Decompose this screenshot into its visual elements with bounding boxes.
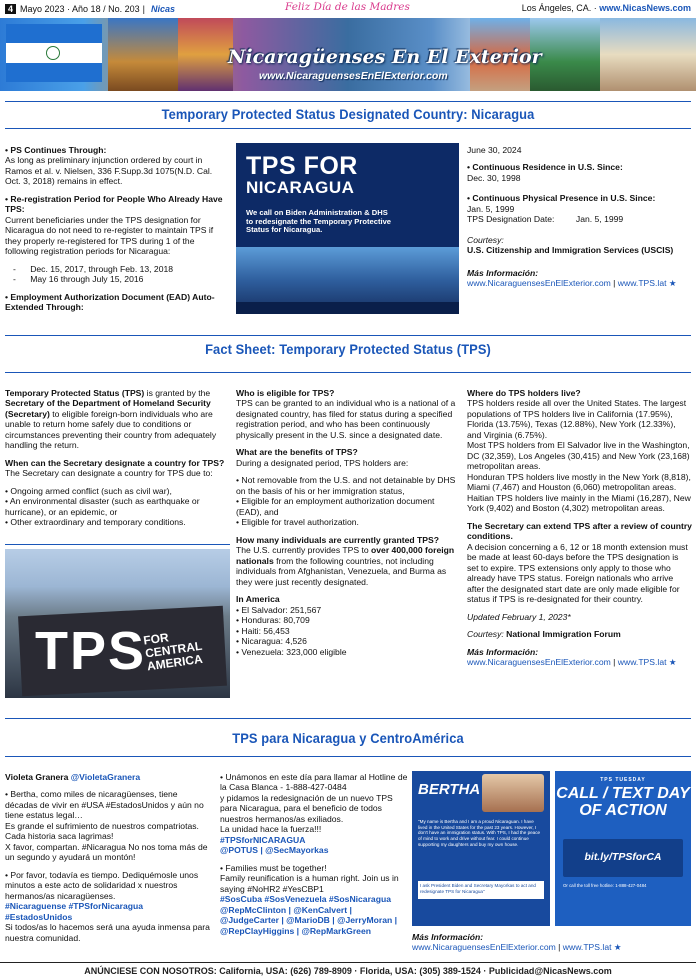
call-hotline: Or call the toll free hotline: 1-888-427-0484: [563, 883, 647, 888]
extend-heading: The Secretary can extend TPS after a review of country conditions.: [467, 520, 692, 542]
location-site: [522, 3, 691, 14]
bertha-photo: [482, 774, 544, 812]
graphic-crowd-photo: [236, 247, 459, 302]
period-1: - Dec. 15, 2017, through Feb. 13, 2018: [13, 263, 174, 274]
s2-col2: [236, 388, 461, 657]
designation-date: TPS Designation Date: Jan. 5, 1999: [467, 214, 624, 225]
section-heading-tps-nicaragua: Temporary Protected Status Designated Country: Nicaragua: [161, 106, 535, 122]
rule: [5, 544, 230, 545]
call-small-top: TPS TUESDAY: [600, 777, 646, 783]
link-tps[interactable]: www.TPS.lat: [562, 942, 612, 953]
s1-col3: June 30, 2024 • Continuous Residence in U.S. Since: Dec. 30, 1998 • Continuous Physical Presence in U.S. Since: Jan. 5, 1999 TPS Designation Date: Jan. 5, 1999 Courtesy: U.S. Citizenship and Immigration Services (USCIS) Más Información: www.NicaraguensesEnElExterior.com | www.TPS.lat ★: [467, 145, 692, 296]
updated-date: Updated February 1, 2023*: [467, 611, 571, 622]
redesignation-text: y pidamos la redesignación de un nuevo TPS para Nicaragua, para el beneficio de todos nuestros hermanos/as exiliados.: [220, 792, 393, 824]
photo-church: [600, 18, 696, 91]
reason-item: • An environmental disaster (such as earthquake or hurricane), or an epidemic, or: [5, 496, 200, 517]
post-p5: Si todos/as lo hacemos será una ayuda inmensa para nuestra comunidad.: [5, 922, 210, 943]
star-icon: ★: [613, 942, 622, 953]
reunification-text: Family reunification is a human right. Join us in saying #NoHR2 #YesCBP1: [220, 873, 399, 894]
rule: [5, 101, 691, 102]
benefits-text: During a designated period, TPS holders are:: [236, 457, 409, 468]
photo-dancers: [108, 18, 178, 91]
designate-text: The Secretary can designate a country for TPS due to:: [5, 468, 213, 479]
benefit-item: • Eligible for an employment authorization document (EAD), and: [236, 496, 435, 517]
benefits-list: [236, 475, 461, 527]
s3-more-info: Más Información: www.NicaraguensesEnElExterior.com | www.TPS.lat ★: [412, 932, 622, 953]
issue-info: Mayo 2023 · Año 18 / No. 203: [20, 3, 140, 14]
where-heading: Where do TPS holders live?: [467, 388, 581, 398]
benefits-heading: What are the benefits of TPS?: [236, 447, 358, 458]
presence-date: Jan. 5, 1999: [467, 203, 515, 214]
residence-date: Dec. 30, 1998: [467, 172, 521, 183]
graphic-line1: TPS FOR: [246, 152, 358, 180]
call-title: CALL / TEXT DAY OF ACTION: [556, 785, 690, 819]
section-heading-fact-sheet: Fact Sheet: Temporary Protected Status (TPS): [205, 341, 491, 357]
presence-heading: • Continuous Physical Presence in U.S. Since:: [467, 193, 656, 204]
tps-hashtag[interactable]: #TPSforNICARAGUA: [220, 834, 306, 845]
how-many-heading: How many individuals are currently granted TPS?: [236, 534, 439, 545]
unity-text: La unidad hace la fuerza!!!: [220, 824, 322, 835]
site-link[interactable]: www.NicasNews.com: [599, 3, 691, 13]
country-item: • Haiti: 56,453: [236, 625, 290, 636]
post-p1: • Bertha, como miles de nicaragüenses, tiene décadas de vivir en #USA #EstadosUnidos y aún no tiene estatus legal…: [5, 789, 204, 821]
how-many-text-b: from the following countries, not including individuals from Afghanistan, Venezuela, and Burma as they were just recently designated.: [236, 555, 447, 587]
link-nicaraguenses[interactable]: www.NicaraguensesEnElExterior.com: [412, 942, 556, 953]
rule: [5, 372, 691, 373]
link-nicaraguenses[interactable]: www.NicaraguensesEnElExterior.com: [467, 278, 611, 289]
s1-col1: [5, 145, 230, 320]
country-item: • El Salvador: 251,567: [236, 604, 322, 615]
photo-folklore: [178, 18, 233, 91]
rep-handles[interactable]: @RepMcClinton | @KenCalvert | @JudgeCarter | @MarioDB | @JerryMoran | @RepClayHiggins | @RepMarkGreen: [220, 904, 398, 936]
s3-col2: [220, 772, 408, 943]
page-number: 4: [5, 4, 16, 15]
footer-ad-contact: ANÚNCIESE CON NOSOTROS: California, USA: (626) 789-8909 · Florida, USA: (305) 389-1524 · Publicidad@NicasNews.com: [0, 962, 696, 979]
potus-handles[interactable]: @POTUS | @SecMayorkas: [220, 845, 329, 856]
masthead-banner: [0, 18, 696, 91]
how-many-bold: over 400,000 foreign nationals: [236, 545, 455, 566]
courtesy-source: National Immigration Forum: [506, 629, 621, 640]
hotline-text: • Unámonos en este día para llamar al Hotline de la Casa Blanca - 1-888-427-0484: [220, 772, 408, 793]
post-p4: • Por favor, todavía es tiempo. Dediquémosle unos minutos a este acto de solidaridad x nuestros hermanos/as nicaragüenses.: [5, 869, 199, 901]
rule: [5, 128, 691, 129]
bertha-quote: "My name is Bertha and I am a proud Nicaraguan. I have lived in the United States for the past 23 years. However, I don't have an immigration status. With TPS, I had the peace of mind to work and drive without fear. I could continue supporting my daughters and buy my own house.: [418, 819, 541, 847]
ead-heading: • Employment Authorization Document (EAD) Auto-Extended Through:: [5, 291, 215, 313]
protest-banner-text: TPS: [35, 621, 147, 681]
country-item: • Venezuela: 323,000 eligible: [236, 646, 347, 657]
where-text: TPS holders reside all over the United States. The largest populations of TPS holders live in California (17.95%), Florida (13.75%), Texas (12.88%), New York (12.33%), and Virginia (6.75%).: [467, 398, 687, 440]
eligible-heading: Who is eligible for TPS?: [236, 388, 335, 398]
more-info-label: Más Información:: [467, 267, 539, 278]
reason-item: • Other extraordinary and temporary conditions.: [5, 517, 186, 528]
star-icon: ★: [668, 278, 677, 289]
rule: [5, 718, 691, 719]
haiti-text: Haitian TPS holders live mainly in the Miami (16,287), New York (9,402) and Boston (4,302) metropolitan areas.: [467, 492, 691, 514]
sos-hashtags[interactable]: #SosCuba #SosVenezuela #SosNicaragua: [220, 894, 391, 905]
masthead-url[interactable]: www.NicaraguensesEnElExterior.com: [259, 70, 448, 82]
benefit-item: • Eligible for travel authorization.: [236, 517, 359, 528]
graphic-line2: NICARAGUA: [246, 178, 355, 197]
country-list: [236, 605, 461, 657]
country-item: • Honduras: 80,709: [236, 615, 310, 626]
tps-text-b: to eligible foreign-born individuals who are unable to return home safely due to conditions or circumstances preventing their country from adequately handling the return.: [5, 408, 217, 451]
america-heading: In America: [236, 594, 280, 605]
ps-text: As long as preliminary injunction ordered by court in Ramos et al. v. Nielsen, 336 F.Supp.3d 1075(N.D. Cal. Oct. 3, 2018) remains in effect.: [5, 155, 213, 187]
link-tps[interactable]: www.TPS.lat: [617, 278, 667, 289]
rereg-heading: • Re-registration Period for People Who Already Have TPS:: [5, 193, 223, 215]
bertha-graphic: [412, 771, 550, 926]
extend-text: A decision concerning a 6, 12 or 18 month extension must be made at least 60-days before the TPS designation is set to expire. TPS extensions only apply to those who already have TPS status. Foreign nationals who arrive after the designated start date are only made eligible for status if TPS is re-designated for their country.: [467, 541, 688, 605]
ead-date: June 30, 2024: [467, 145, 522, 155]
bertha-title: BERTHA: [418, 781, 481, 798]
nicaragua-flag: [6, 24, 102, 82]
honduras-text: Honduran TPS holders live mostly in the New York (8,818), Miami (7,467) and Houston (6,060) metropolitan areas.: [467, 471, 691, 493]
designate-reasons: [5, 486, 230, 528]
more-info-label: Más Información:: [412, 932, 484, 942]
families-text: • Families must be together!: [220, 862, 327, 873]
ps-heading: • PS Continues Through:: [5, 145, 107, 155]
post-hashtags[interactable]: #Nicaraguense #TPSforNicaragua #EstadosUnidos: [5, 901, 144, 922]
link-tps[interactable]: www.TPS.lat: [617, 657, 667, 668]
residence-heading: • Continuous Residence in U.S. Since:: [467, 162, 623, 173]
rule: [5, 335, 691, 336]
reason-item: • Ongoing armed conflict (such as civil war),: [5, 485, 172, 496]
rereg-text: Current beneficiaries under the TPS designation for Nicaragua do not need to re-register to maintain TPS if they properly re-registered for TPS during 1 of the following registration periods for Nicaragua:: [5, 214, 214, 257]
tps-text-a: is granted by the: [144, 388, 211, 398]
tps-for-nicaragua-graphic: [236, 143, 459, 314]
location: Los Ángeles, CA. ·: [521, 3, 600, 13]
nicas-logo: Nicas: [150, 3, 175, 14]
courtesy-label: Courtesy:: [467, 629, 504, 640]
secretary-term: Secretary of the Department of Homeland Security (Secretary): [5, 398, 211, 419]
designate-heading: When can the Secretary designate a country for TPS?: [5, 457, 225, 468]
post-p3: X favor, compartan. #Nicaragua No nos toma más de un segundo y ayudará un montón!: [5, 841, 208, 863]
rule: [5, 756, 691, 757]
courtesy-label: Courtesy:: [467, 234, 504, 245]
benefit-item: • Not removable from the U.S. and not detainable by DHS on the basis of his or her immigration status,: [236, 475, 456, 496]
call-url[interactable]: bit.ly/TPSforCA: [584, 851, 662, 863]
mothers-day-banner: Feliz Día de las Madres: [285, 1, 410, 13]
author-name: Violeta Granera: [5, 772, 69, 782]
graphic-line3: We call on Biden Administration & DHS to redesignate the Temporary Protective Status for Nicaragua.: [246, 208, 392, 235]
top-bar: 4 Mayo 2023 · Año 18 / No. 203 | Nicas: [0, 0, 696, 18]
protest-photo: [5, 549, 230, 698]
more-info-label: Más Información:: [467, 646, 539, 657]
call-text-graphic: [555, 771, 691, 926]
graphic-social-footer: [236, 302, 459, 314]
s2-col3: Where do TPS holders live? TPS holders reside all over the United States. The largest populations of TPS holders live in California (17.95%), Florida (13.75%), Texas (12.88%), New York (12.33%), and Virginia (6.75%). Most TPS holders from El Salvador live in the Washington, DC (32,359), Los Angeles (30,415) and New York (23,168) metropolitan areas. Honduran TPS holders live mostly in the New York (8,818), Miami (7,467) and Houston (6,060) metropolitan areas. Haitian TPS holders live mainly in the Miami (16,287), New York (9,402) and Boston (4,302) metropolitan areas. The Secretary can extend TPS after a review of country conditions. A decision concerning a 6, 12 or 18 month extension must be made at least 60-days before the TPS designation is set to expire. TPS extensions only apply to those who already have TPS status. Foreign nationals who arrive after the designated start date are only made eligible for status if TPS is re-designated for their country. Updated February 1, 2023* Courtesy: National Immigration Forum Más Información: www.NicaraguensesEnElExterior.com | www.TPS.lat ★: [467, 388, 692, 668]
post-p2: Es grande el sufrimiento de nuestros compatriotas. Cada historia saca lagrimas!: [5, 820, 199, 842]
protest-banner-subtext: FOR CENTRAL AMERICA: [142, 630, 204, 674]
link-nicaraguenses[interactable]: www.NicaraguensesEnElExterior.com: [467, 657, 611, 668]
masthead-title: Nicaragüenses En El Exterior: [228, 46, 542, 68]
tps-term: Temporary Protected Status (TPS): [5, 388, 145, 398]
el-salvador-text: Most TPS holders from El Salvador live in the Washington, DC (32,359), Los Angeles (30,415) and New York (23,168) metropolitan areas.: [467, 440, 690, 472]
author-handle[interactable]: @VioletaGranera: [70, 772, 141, 782]
s2-col1: [5, 388, 230, 528]
eligible-text: TPS can be granted to an individual who is a national of a designated country, has filed for status during a specified registration period, and who has been continuously physically present in the U.S. since a designated date.: [236, 398, 456, 440]
country-item: • Nicaragua: 4,526: [236, 636, 307, 647]
star-icon: ★: [668, 657, 677, 668]
how-many-text-a: The U.S. currently provides TPS to: [236, 545, 372, 556]
period-2: - May 16 through July 15, 2016: [13, 274, 144, 285]
bertha-cta: I ask President Biden and Secretary Mayorkas to act and redesignate TPS for Nicaragua": [418, 881, 544, 899]
courtesy-source: U.S. Citizenship and Immigration Services (USCIS): [467, 245, 674, 256]
s3-col1: [5, 772, 210, 950]
section-heading-tps-centroamerica: TPS para Nicaragua y CentroAmérica: [232, 730, 464, 746]
